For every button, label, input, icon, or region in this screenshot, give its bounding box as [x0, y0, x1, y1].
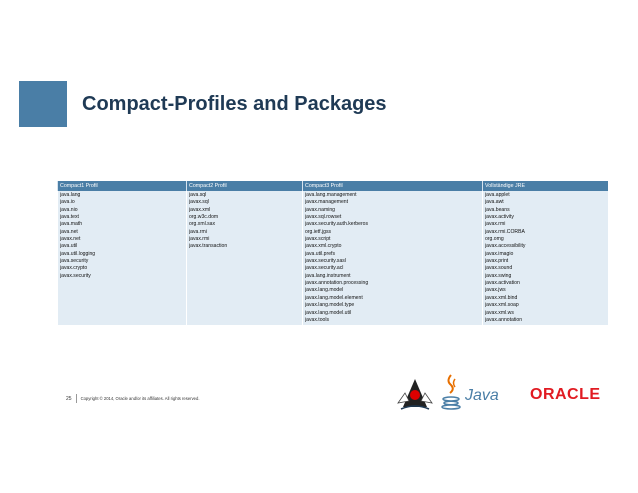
package-name: java.text	[60, 214, 79, 221]
logo-area	[395, 373, 625, 418]
column-full-jre	[483, 191, 608, 325]
column-compact2	[187, 191, 303, 325]
duke-mascot-icon	[395, 373, 435, 413]
slide-title: Compact-Profiles and Packages	[82, 93, 387, 115]
oracle-logo-text: ORACLE	[530, 386, 601, 403]
package-name: javax.management	[305, 199, 349, 206]
package-name: javax.xml.crypto	[305, 243, 342, 250]
package-name: javax.activation	[485, 280, 520, 287]
package-name: java.lang.management	[305, 192, 357, 198]
package-name: javax.crypto	[60, 265, 88, 272]
package-name: javax.xml.soap	[485, 302, 519, 309]
package-name: javax.lang.model.util	[305, 309, 352, 316]
package-name: javax.script	[305, 236, 331, 243]
package-name: java.lang	[60, 192, 81, 198]
package-name: javax.net	[60, 236, 81, 243]
package-name: javax.jws	[485, 287, 506, 294]
package-name: javax.naming	[305, 206, 336, 213]
package-name: javax.rmi	[485, 221, 506, 228]
table-row	[58, 191, 608, 325]
package-name: javax.xml	[189, 206, 211, 213]
package-name: java.sql	[189, 192, 207, 198]
footer-divider	[76, 394, 77, 403]
page-number: 25	[66, 395, 72, 402]
package-name: java.beans	[485, 206, 510, 213]
package-name: javax.security.auth.kerberos	[305, 221, 369, 228]
package-name: javax.annotation	[485, 316, 523, 323]
header-full-jre: Vollständige JRE	[483, 181, 608, 191]
package-name: javax.security.sasl	[305, 258, 346, 265]
java-coffee-cup-icon	[440, 373, 462, 411]
package-name: java.awt	[485, 199, 504, 206]
package-name: javax.transaction	[189, 243, 228, 250]
package-name: javax.activity	[485, 214, 514, 221]
accent-square	[19, 81, 67, 127]
package-name: org.omg	[485, 236, 504, 243]
package-name: javax.security.acl	[305, 265, 344, 272]
package-name: javax.security	[60, 272, 91, 279]
package-name: javax.imagio	[485, 250, 514, 257]
package-name: org.w3c.dom	[189, 214, 219, 221]
header-compact3: Compact3 Profil	[303, 181, 483, 191]
package-name: java.io	[60, 199, 75, 206]
footer	[66, 394, 199, 403]
package-name: javax.annotation.processing	[305, 280, 369, 287]
column-compact3	[303, 191, 483, 325]
package-name: java.applet	[485, 192, 510, 198]
header-compact2: Compact2 Profil	[187, 181, 303, 191]
package-name: javax.sound	[485, 265, 513, 272]
package-name: java.util.logging	[60, 250, 96, 257]
package-name: org.xml.sax	[189, 221, 216, 228]
table-header-row	[58, 181, 608, 191]
package-name: java.nio	[60, 206, 78, 213]
header-compact1: Compact1 Profil	[58, 181, 187, 191]
package-name: javax.xml.bind	[485, 294, 518, 301]
package-name: javax.lang.model	[305, 287, 344, 294]
package-name: org.ietf.jgss	[305, 228, 332, 235]
package-name: javax.tools	[305, 316, 330, 323]
copyright-text: Copyright © 2014, Oracle and/or its affiliates. All rights reserved.	[80, 396, 200, 401]
package-name: javax.lang.model.type	[305, 302, 355, 309]
package-name: javax.rmi.CORBA	[485, 228, 525, 235]
profiles-table	[57, 181, 607, 325]
package-name: java.util	[60, 243, 78, 250]
package-name: javax.accessibility	[485, 243, 526, 250]
package-name: java.security	[60, 258, 89, 265]
package-name: java.util.prefs	[305, 250, 336, 257]
package-name: javax.lang.model.element	[305, 294, 363, 301]
package-name: java.math	[60, 221, 83, 228]
column-compact1	[58, 191, 187, 325]
java-logo-text: Java	[465, 387, 499, 404]
package-name: javax.swing	[485, 272, 512, 279]
package-name: java.net	[60, 228, 78, 235]
package-name: javax.print	[485, 258, 509, 265]
package-name: java.lang.instrument	[305, 272, 351, 279]
package-name: javax.sql.rowset	[305, 214, 342, 221]
package-name: java.rmi	[189, 228, 207, 235]
package-name: javax.xml.ws	[485, 309, 514, 316]
package-name: javax.rmi	[189, 236, 210, 243]
package-name: javax.sql	[189, 199, 209, 206]
